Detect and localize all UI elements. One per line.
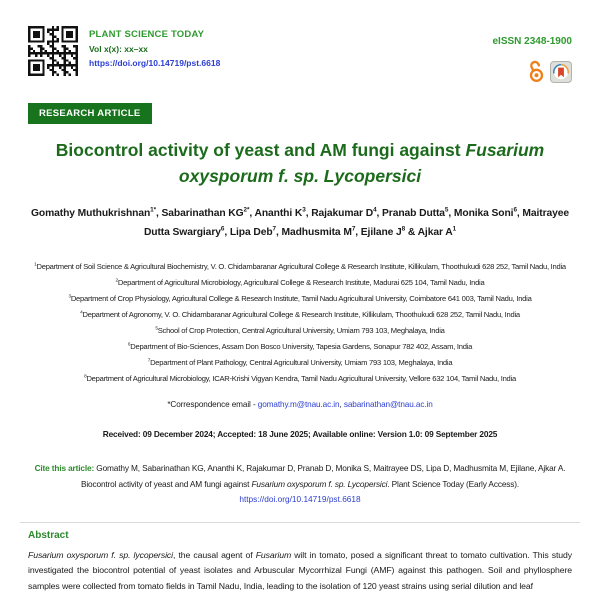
email-link[interactable]: sabarinathan@tnau.ac.in	[343, 400, 433, 409]
article-title-line2: oxysporum f. sp. Lycopersici	[178, 166, 422, 186]
citation-doi-link[interactable]: https://doi.org/10.14719/pst.6618	[239, 494, 361, 504]
doi-link[interactable]: https://doi.org/10.14719/pst.6618	[89, 58, 221, 68]
affiliations-block	[28, 259, 572, 386]
journal-info	[89, 26, 220, 68]
header-icons	[492, 60, 572, 88]
email-link[interactable]: gomathy.m@tnau.ac.in	[257, 400, 340, 409]
abstract-text: Fusarium oxysporum f. sp. lycopersici, the causal agent of Fusarium wilt in tomato, posed a significant threat to tomato cultivation. This study investigated the biocontrol potential of yeast isolates and Arbuscular Mycorrhizal Fungi (AMF) against this pathogen. Soil and phyllosphere samples were collected from tomato fields in Tamil Nadu, India, leading to the isolation of 120 yeast strains using serial dilution and leaf	[28, 549, 572, 591]
header-right	[492, 26, 572, 88]
article-title-line1: Biocontrol activity of yeast and AM fungi against Fusarium	[55, 140, 545, 160]
article-title	[28, 137, 572, 189]
affiliation-6: $^6$Department of Bio-Sciences, Assam Don Bosco University, Tapesia Gardens, Sonapur 782 402, Assam, India	[127, 341, 473, 351]
citation-block	[28, 461, 572, 508]
abstract-heading: Abstract	[28, 529, 69, 541]
dates-line: Received: 09 December 2024; Accepted: 18 June 2025; Available online: Version 1.0: 09 September 2025	[102, 429, 498, 439]
section-divider	[20, 522, 580, 523]
article-type-badge: RESEARCH ARTICLE	[28, 103, 152, 124]
crossmark-badge-icon[interactable]	[550, 61, 572, 88]
affiliation-5: $^5$School of Crop Protection, Central Agricultural University, Umiam 793 103, Meghalaya, India	[155, 325, 445, 335]
affiliation-1: $^1$Department of Soil Science & Agricultural Biochemistry, V. O. Chidambaranar Agricultural College & Research Institute, Killikulam, Thoothukudi 628 252, Tamil Nadu, India	[34, 261, 566, 271]
open-access-icon	[528, 60, 545, 88]
volume-info: Vol x(x): xx–xx	[89, 44, 148, 54]
qr-code	[28, 26, 78, 76]
affiliation-7: $^7$Department of Plant Pathology, Central Agricultural University, Umiam 793 103, Meghalaya, India	[147, 357, 453, 367]
affiliation-4: $^4$Department of Agronomy, V. O. Chidambaranar Agricultural College & Research Institute, Killikulam, Thoothukudi 628 252, Tamil Nadu, India	[80, 309, 520, 319]
journal-name: PLANT SCIENCE TODAY	[89, 29, 205, 40]
citation-text: Cite this article: Gomathy M, Sabarinathan KG, Ananthi K, Rajakumar D, Pranab D, Monika S, Maitrayee DS, Lipa D, Madhusmita M, Ejilane, Ajkar A. Biocontrol activity of yeast and AM fungi against Fusarium oxysporum f. sp. Lycopersici. Plant Science Today (Early Access).	[34, 463, 566, 489]
affiliation-3: $^3$Department of Crop Physiology, Agricultural College & Research Institute, Tamil Nadu Agricultural University, Coimbatore 641 003, Tamil Nadu, India	[68, 293, 532, 303]
affiliation-8: $^8$Department of Agricultural Microbiology, ICAR-Krishi Vigyan Kendra, Tamil Nadu Agricultural University, Vellore 632 104, Tamil Nadu, India	[84, 373, 516, 383]
correspondence-line: *Correspondence email - gomathy.m@tnau.ac.in, sabarinathan@tnau.ac.in	[167, 400, 433, 409]
journal-header	[28, 26, 572, 88]
eissn-label: eISSN 2348-1900	[492, 36, 572, 47]
authors-line: Gomathy Muthukrishnan$^{1*}$, Sabarinathan $KG^{2*}$, Ananthi $K^3$, Rajakumar $D^4$, Pranab Dutta$^5$, Monika Soni$^6$, Maitrayee Dutta Swargiary$^6$, Lipa Deb$^7$, Madhusmita $M^7$, Ejilane $J^8$ & Ajkar $A^1$	[30, 206, 570, 238]
affiliation-2: $^2$Department of Agricultural Microbiology, Agricultural College & Research Institute, Madurai 625 104, Tamil Nadu, India	[115, 277, 485, 287]
